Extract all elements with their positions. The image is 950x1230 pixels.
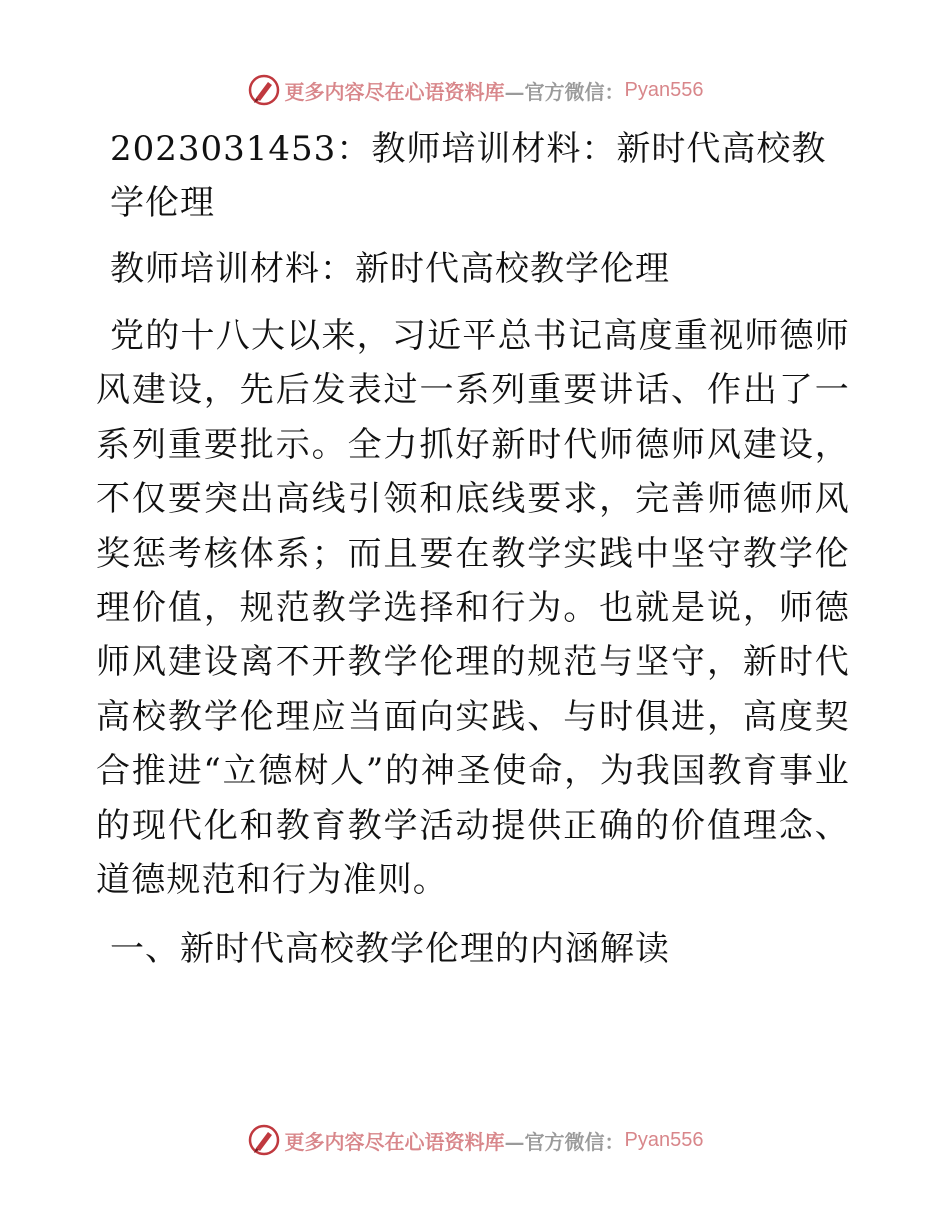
- watermark-wechat-id: Pyan556: [624, 78, 704, 101]
- footer-watermark: [0, 1118, 950, 1162]
- pen-logo-icon: [247, 1123, 281, 1157]
- header-watermark: [0, 68, 950, 112]
- watermark-wechat-label: —官方微信：: [504, 79, 625, 104]
- section-heading: 一、新时代高校教学伦理的内涵解读: [110, 929, 670, 970]
- document-body: [96, 122, 850, 976]
- document-subtitle: 教师培训材料：新时代高校教学伦理: [110, 249, 670, 289]
- document-title: 2023031453：教师培训材料：新时代高校教学伦理: [110, 129, 827, 223]
- watermark-site-text: 更多内容尽在心语资料库: [284, 79, 505, 104]
- watermark-site-text: 更多内容尽在心语资料库: [284, 1129, 505, 1154]
- body-paragraph: 党的十八大以来，习近平总书记高度重视师德师风建设，先后发表过一系列重要讲话、作出了一系列重要批示。全力抓好新时代师德师风建设，不仅要突出高线引领和底线要求，完善师德师风奖惩考核体系；而且要在教学实践中坚守教学伦理价值，规范教学选择和行为。也就是说，师德师风建设离不开教学伦理的规范与坚守，新时代高校教学伦理应当面向实践、与时俱进，高度契合推进“立德树人”的神圣使命，为我国教育事业的现代化和教育教学活动提供正确的价值理念、道德规范和行为准则。: [96, 316, 850, 901]
- watermark-wechat-id: Pyan556: [624, 1128, 704, 1151]
- watermark-wechat-label: —官方微信：: [504, 1129, 625, 1154]
- pen-logo-icon: [247, 73, 281, 107]
